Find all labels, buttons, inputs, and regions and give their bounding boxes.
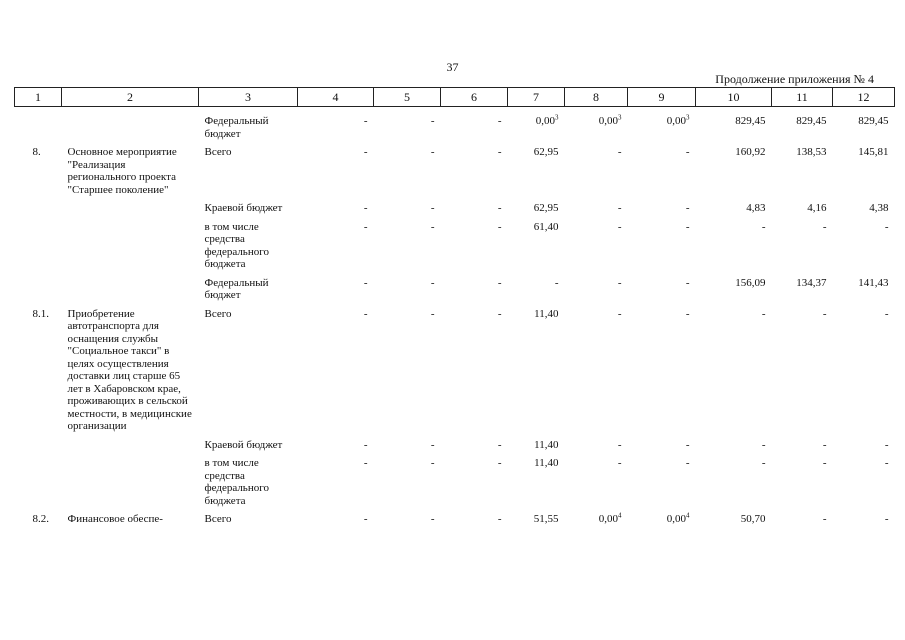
col-5-value [374, 107, 441, 145]
column-header-6: 6 [441, 88, 508, 107]
col-7-value-text: 61,40 [533, 220, 559, 233]
col-8-value [565, 107, 628, 145]
col-9-value-text: - [685, 220, 690, 233]
col-10-value-text: - [761, 438, 766, 451]
measure-name [62, 107, 199, 145]
col-11-value [772, 200, 833, 219]
table-body [15, 107, 895, 530]
col-7-value-text: 62,95 [533, 202, 559, 214]
appendix-table [14, 87, 895, 530]
col-4-value-text: - [363, 513, 368, 525]
column-header-4: 4 [298, 88, 374, 107]
col-6-value-text: - [497, 202, 502, 214]
col-8-value [565, 306, 628, 437]
funding-source-text: Всего [204, 146, 232, 158]
col-12-value-text: 141,43 [858, 276, 889, 289]
col-11-value [772, 306, 833, 437]
column-header-3: 3 [199, 88, 298, 107]
col-5-value-text: - [430, 457, 435, 469]
col-11-value [772, 455, 833, 511]
col-12-value-text: - [884, 220, 889, 233]
col-6-value [441, 455, 508, 511]
col-8-value-text: - [617, 220, 622, 233]
col-12-value [833, 219, 895, 275]
col-5-value-text: - [430, 202, 435, 214]
column-number-row [15, 88, 895, 107]
measure-name [62, 275, 199, 306]
table-row [15, 306, 895, 437]
table-row [15, 219, 895, 275]
col-12-value [833, 437, 895, 456]
col-8-value [565, 437, 628, 456]
col-10-value-text: 156,09 [735, 276, 766, 289]
measure-name [62, 306, 199, 437]
measure-name [62, 455, 199, 511]
page-number: 37 [446, 60, 459, 74]
col-8-value [565, 275, 628, 306]
col-6-value-text: - [497, 457, 502, 469]
col-9-value [628, 437, 696, 456]
item-number-text: 8. [32, 146, 41, 158]
col-12-value [833, 200, 895, 219]
footnote-marker: 3 [686, 113, 690, 122]
table-row [15, 275, 895, 306]
col-10-value [696, 107, 772, 145]
funding-source-text: в том числе средства федерального бюджета [204, 457, 269, 507]
col-9-value-text: - [685, 146, 690, 158]
item-number [15, 306, 62, 437]
funding-source [199, 437, 298, 456]
funding-source [199, 306, 298, 437]
col-6-value [441, 275, 508, 306]
col-7-value-text: 11,40 [534, 457, 559, 469]
col-4-value [298, 275, 374, 306]
item-number [15, 107, 62, 145]
col-10-value [696, 144, 772, 200]
col-6-value [441, 219, 508, 275]
col-12-value-text: 4,38 [869, 202, 889, 214]
col-8-value-text: 0,00 [598, 115, 618, 127]
col-11-value-text: - [822, 438, 827, 451]
col-5-value-text: - [430, 146, 435, 158]
col-7-value [508, 275, 565, 306]
col-10-value-text: 829,45 [735, 115, 766, 127]
col-4-value [298, 144, 374, 200]
col-8-value-text: - [617, 457, 622, 469]
col-10-value [696, 219, 772, 275]
col-12-value-text: - [884, 513, 889, 525]
col-4-value [298, 200, 374, 219]
col-7-value-text: 0,00 [535, 115, 555, 127]
measure-name-text: Основное мероприятие "Реализация регионального проекта "Старшее поколение" [67, 146, 177, 196]
col-9-value-text: - [685, 202, 690, 214]
funding-source-text: Федеральный бюджет [204, 276, 269, 301]
col-4-value [298, 511, 374, 530]
col-6-value [441, 144, 508, 200]
col-6-value [441, 511, 508, 530]
col-9-value [628, 107, 696, 145]
col-9-value [628, 455, 696, 511]
col-4-value [298, 219, 374, 275]
footnote-marker: 3 [555, 113, 559, 122]
col-7-value [508, 437, 565, 456]
col-5-value-text: - [430, 438, 435, 451]
col-9-value-text: - [685, 438, 690, 451]
col-9-value [628, 306, 696, 437]
table-row [15, 455, 895, 511]
col-6-value [441, 200, 508, 219]
col-10-value-text: 4,83 [746, 202, 766, 214]
measure-name [62, 511, 199, 530]
col-7-value [508, 455, 565, 511]
funding-source [199, 200, 298, 219]
col-6-value [441, 306, 508, 437]
col-8-value-text: - [617, 438, 622, 451]
col-7-value-text: - [554, 276, 559, 289]
item-number [15, 437, 62, 456]
col-12-value [833, 275, 895, 306]
col-4-value-text: - [363, 202, 368, 214]
col-4-value [298, 107, 374, 145]
col-11-value-text: 138,53 [796, 146, 827, 158]
footnote-marker: 3 [618, 113, 622, 122]
col-9-value-text: 0,00 [666, 513, 686, 525]
funding-source [199, 219, 298, 275]
col-7-value [508, 107, 565, 145]
col-5-value [374, 144, 441, 200]
col-10-value [696, 455, 772, 511]
col-10-value-text: - [761, 307, 766, 320]
measure-name [62, 437, 199, 456]
col-10-value-text: - [761, 220, 766, 233]
column-header-1: 1 [15, 88, 62, 107]
col-6-value-text: - [497, 220, 502, 233]
col-12-value-text: - [884, 307, 889, 320]
col-8-value-text: - [617, 307, 622, 320]
col-11-value-text: 4,16 [807, 202, 827, 214]
col-7-value [508, 511, 565, 530]
funding-source-text: Всего [204, 307, 232, 320]
col-10-value-text: - [761, 457, 766, 469]
column-header-5: 5 [374, 88, 441, 107]
col-10-value [696, 511, 772, 530]
col-11-value [772, 107, 833, 145]
col-8-value [565, 219, 628, 275]
item-number [15, 200, 62, 219]
col-6-value [441, 437, 508, 456]
col-11-value-text: 134,37 [796, 276, 827, 289]
footnote-marker: 4 [618, 511, 622, 520]
col-9-value [628, 219, 696, 275]
col-7-value-text: 11,40 [534, 307, 559, 320]
col-5-value [374, 455, 441, 511]
col-11-value [772, 437, 833, 456]
col-12-value-text: 145,81 [858, 146, 889, 158]
col-11-value [772, 275, 833, 306]
col-6-value [441, 107, 508, 145]
col-10-value [696, 275, 772, 306]
column-header-7: 7 [508, 88, 565, 107]
col-4-value [298, 455, 374, 511]
funding-source-text: Всего [204, 513, 232, 525]
item-number [15, 511, 62, 530]
col-6-value-text: - [497, 307, 502, 320]
column-header-12: 12 [833, 88, 895, 107]
col-10-value-text: 160,92 [735, 146, 766, 158]
col-4-value [298, 306, 374, 437]
funding-source [199, 144, 298, 200]
measure-name [62, 219, 199, 275]
col-10-value [696, 200, 772, 219]
col-11-value [772, 144, 833, 200]
funding-source [199, 107, 298, 145]
col-11-value-text: - [822, 220, 827, 233]
col-5-value-text: - [430, 513, 435, 525]
col-9-value-text: - [685, 307, 690, 320]
col-4-value-text: - [363, 220, 368, 233]
col-5-value [374, 306, 441, 437]
col-9-value-text: - [685, 276, 690, 289]
footnote-marker: 4 [686, 511, 690, 520]
funding-source-text: в том числе средства федерального бюджета [204, 220, 269, 270]
col-11-value-text: - [822, 307, 827, 320]
col-5-value-text: - [430, 220, 435, 233]
item-number [15, 455, 62, 511]
col-12-value [833, 511, 895, 530]
col-5-value-text: - [430, 307, 435, 320]
funding-source-text: Краевой бюджет [204, 438, 283, 451]
item-number [15, 144, 62, 200]
col-8-value [565, 455, 628, 511]
col-5-value [374, 511, 441, 530]
column-header-2: 2 [62, 88, 199, 107]
col-5-value [374, 200, 441, 219]
col-4-value-text: - [363, 307, 368, 320]
col-4-value [298, 437, 374, 456]
col-7-value [508, 306, 565, 437]
col-7-value-text: 11,40 [534, 438, 559, 451]
funding-source [199, 455, 298, 511]
table-row [15, 144, 895, 200]
table-row [15, 200, 895, 219]
col-12-value [833, 455, 895, 511]
col-12-value-text: - [884, 457, 889, 469]
col-7-value [508, 219, 565, 275]
col-8-value [565, 200, 628, 219]
col-6-value-text: - [497, 115, 502, 127]
col-5-value-text: - [430, 115, 435, 127]
col-8-value [565, 144, 628, 200]
col-12-value [833, 306, 895, 437]
measure-name [62, 144, 199, 200]
item-number-text: 8.1. [32, 307, 49, 320]
col-4-value-text: - [363, 438, 368, 451]
table-row [15, 107, 895, 145]
column-header-8: 8 [565, 88, 628, 107]
col-11-value-text: - [822, 513, 827, 525]
col-10-value [696, 306, 772, 437]
col-9-value [628, 511, 696, 530]
col-5-value-text: - [430, 276, 435, 289]
col-11-value-text: - [822, 457, 827, 469]
col-5-value [374, 437, 441, 456]
col-8-value-text: - [617, 276, 622, 289]
col-8-value-text: - [617, 202, 622, 214]
col-9-value-text: 0,00 [666, 115, 686, 127]
measure-name-text: Приобретение автотранспорта для оснащения службы "Социальное такси" в целях осуществления доставки лиц старше 65 лет в Хабаровском крае, проживающих в сельской местности, в медицинские организации [67, 307, 192, 432]
col-8-value [565, 511, 628, 530]
col-12-value-text: 829,45 [858, 115, 889, 127]
measure-name [62, 200, 199, 219]
col-9-value-text: - [685, 457, 690, 469]
col-7-value-text: 51,55 [533, 513, 559, 525]
col-6-value-text: - [497, 146, 502, 158]
col-10-value-text: 50,70 [740, 513, 766, 525]
col-6-value-text: - [497, 513, 502, 525]
item-number [15, 219, 62, 275]
col-8-value-text: 0,00 [598, 513, 618, 525]
col-10-value [696, 437, 772, 456]
table-row [15, 437, 895, 456]
continuation-label: Продолжение приложения № 4 [715, 72, 874, 86]
col-6-value-text: - [497, 438, 502, 451]
col-7-value [508, 200, 565, 219]
col-7-value [508, 144, 565, 200]
col-11-value-text: 829,45 [796, 115, 827, 127]
col-4-value-text: - [363, 115, 368, 127]
col-9-value [628, 275, 696, 306]
col-12-value [833, 107, 895, 145]
item-number-text: 8.2. [32, 513, 49, 525]
item-number [15, 275, 62, 306]
col-11-value [772, 219, 833, 275]
col-6-value-text: - [497, 276, 502, 289]
funding-source [199, 275, 298, 306]
funding-source-text: Федеральный бюджет [204, 115, 269, 140]
col-9-value [628, 144, 696, 200]
column-header-9: 9 [628, 88, 696, 107]
funding-source [199, 511, 298, 530]
col-12-value [833, 144, 895, 200]
col-11-value [772, 511, 833, 530]
col-4-value-text: - [363, 457, 368, 469]
funding-source-text: Краевой бюджет [204, 202, 283, 214]
col-4-value-text: - [363, 146, 368, 158]
measure-name-text: Финансовое обеспе- [67, 513, 163, 525]
column-header-10: 10 [696, 88, 772, 107]
col-12-value-text: - [884, 438, 889, 451]
col-8-value-text: - [617, 146, 622, 158]
col-5-value [374, 219, 441, 275]
column-header-11: 11 [772, 88, 833, 107]
col-4-value-text: - [363, 276, 368, 289]
col-9-value [628, 200, 696, 219]
col-5-value [374, 275, 441, 306]
col-7-value-text: 62,95 [533, 146, 559, 158]
table-row [15, 511, 895, 530]
